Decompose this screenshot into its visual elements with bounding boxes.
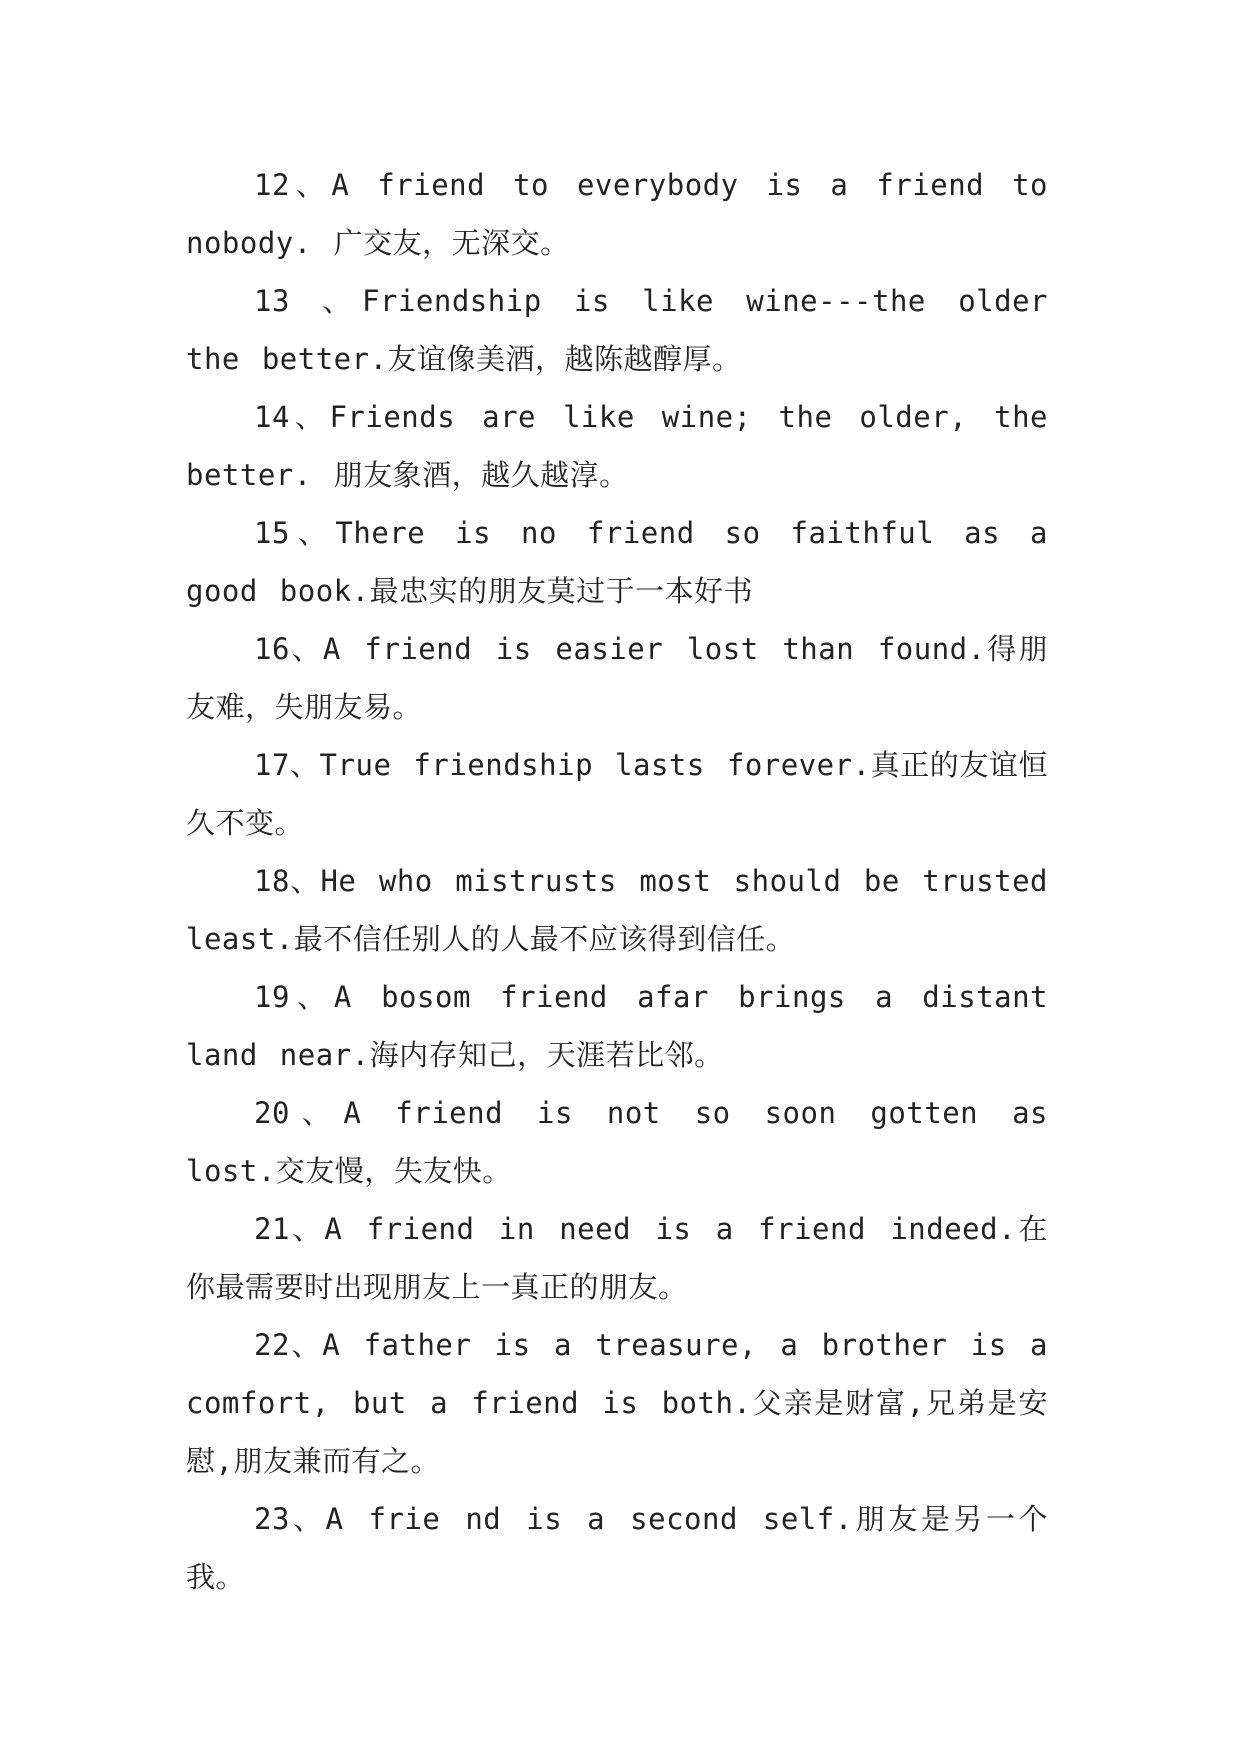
proverb-entry-13: 13 、Friendship is like wine---the older the better.友谊像美酒，越陈越醇厚。 [186,284,1048,376]
proverb-entry-22: 22、A father is a treasure, a brother is a comfort, but a friend is both.父亲是财富,兄弟是安慰,朋友兼而有之。 [186,1328,1048,1478]
proverb-entry-17: 17、True friendship lasts forever.真正的友谊恒久不变。 [186,748,1048,840]
proverb-entry-16: 16、A friend is easier lost than found.得朋友难，失朋友易。 [186,632,1048,724]
proverb-entry-15: 15、There is no friend so faithful as a good book.最忠实的朋友莫过于一本好书 [186,516,1048,608]
proverb-entry-19: 19、A bosom friend afar brings a distant land near.海内存知己，天涯若比邻。 [186,980,1048,1072]
proverb-entry-20: 20、A friend is not so soon gotten as lost.交友慢，失友快。 [186,1096,1048,1188]
proverb-entry-23: 23、A frie nd is a second self.朋友是另一个我。 [186,1502,1048,1594]
proverb-entry-14: 14、Friends are like wine; the older, the better. 朋友象酒，越久越淳。 [186,400,1048,492]
proverb-list [186,156,1048,1606]
proverb-entry-18: 18、He who mistrusts most should be trusted least.最不信任别人的人最不应该得到信任。 [186,864,1048,956]
proverb-entry-12: 12、A friend to everybody is a friend to nobody. 广交友，无深交。 [186,168,1048,260]
proverb-entry-21: 21、A friend in need is a friend indeed.在你最需要时出现朋友上一真正的朋友。 [186,1212,1048,1304]
